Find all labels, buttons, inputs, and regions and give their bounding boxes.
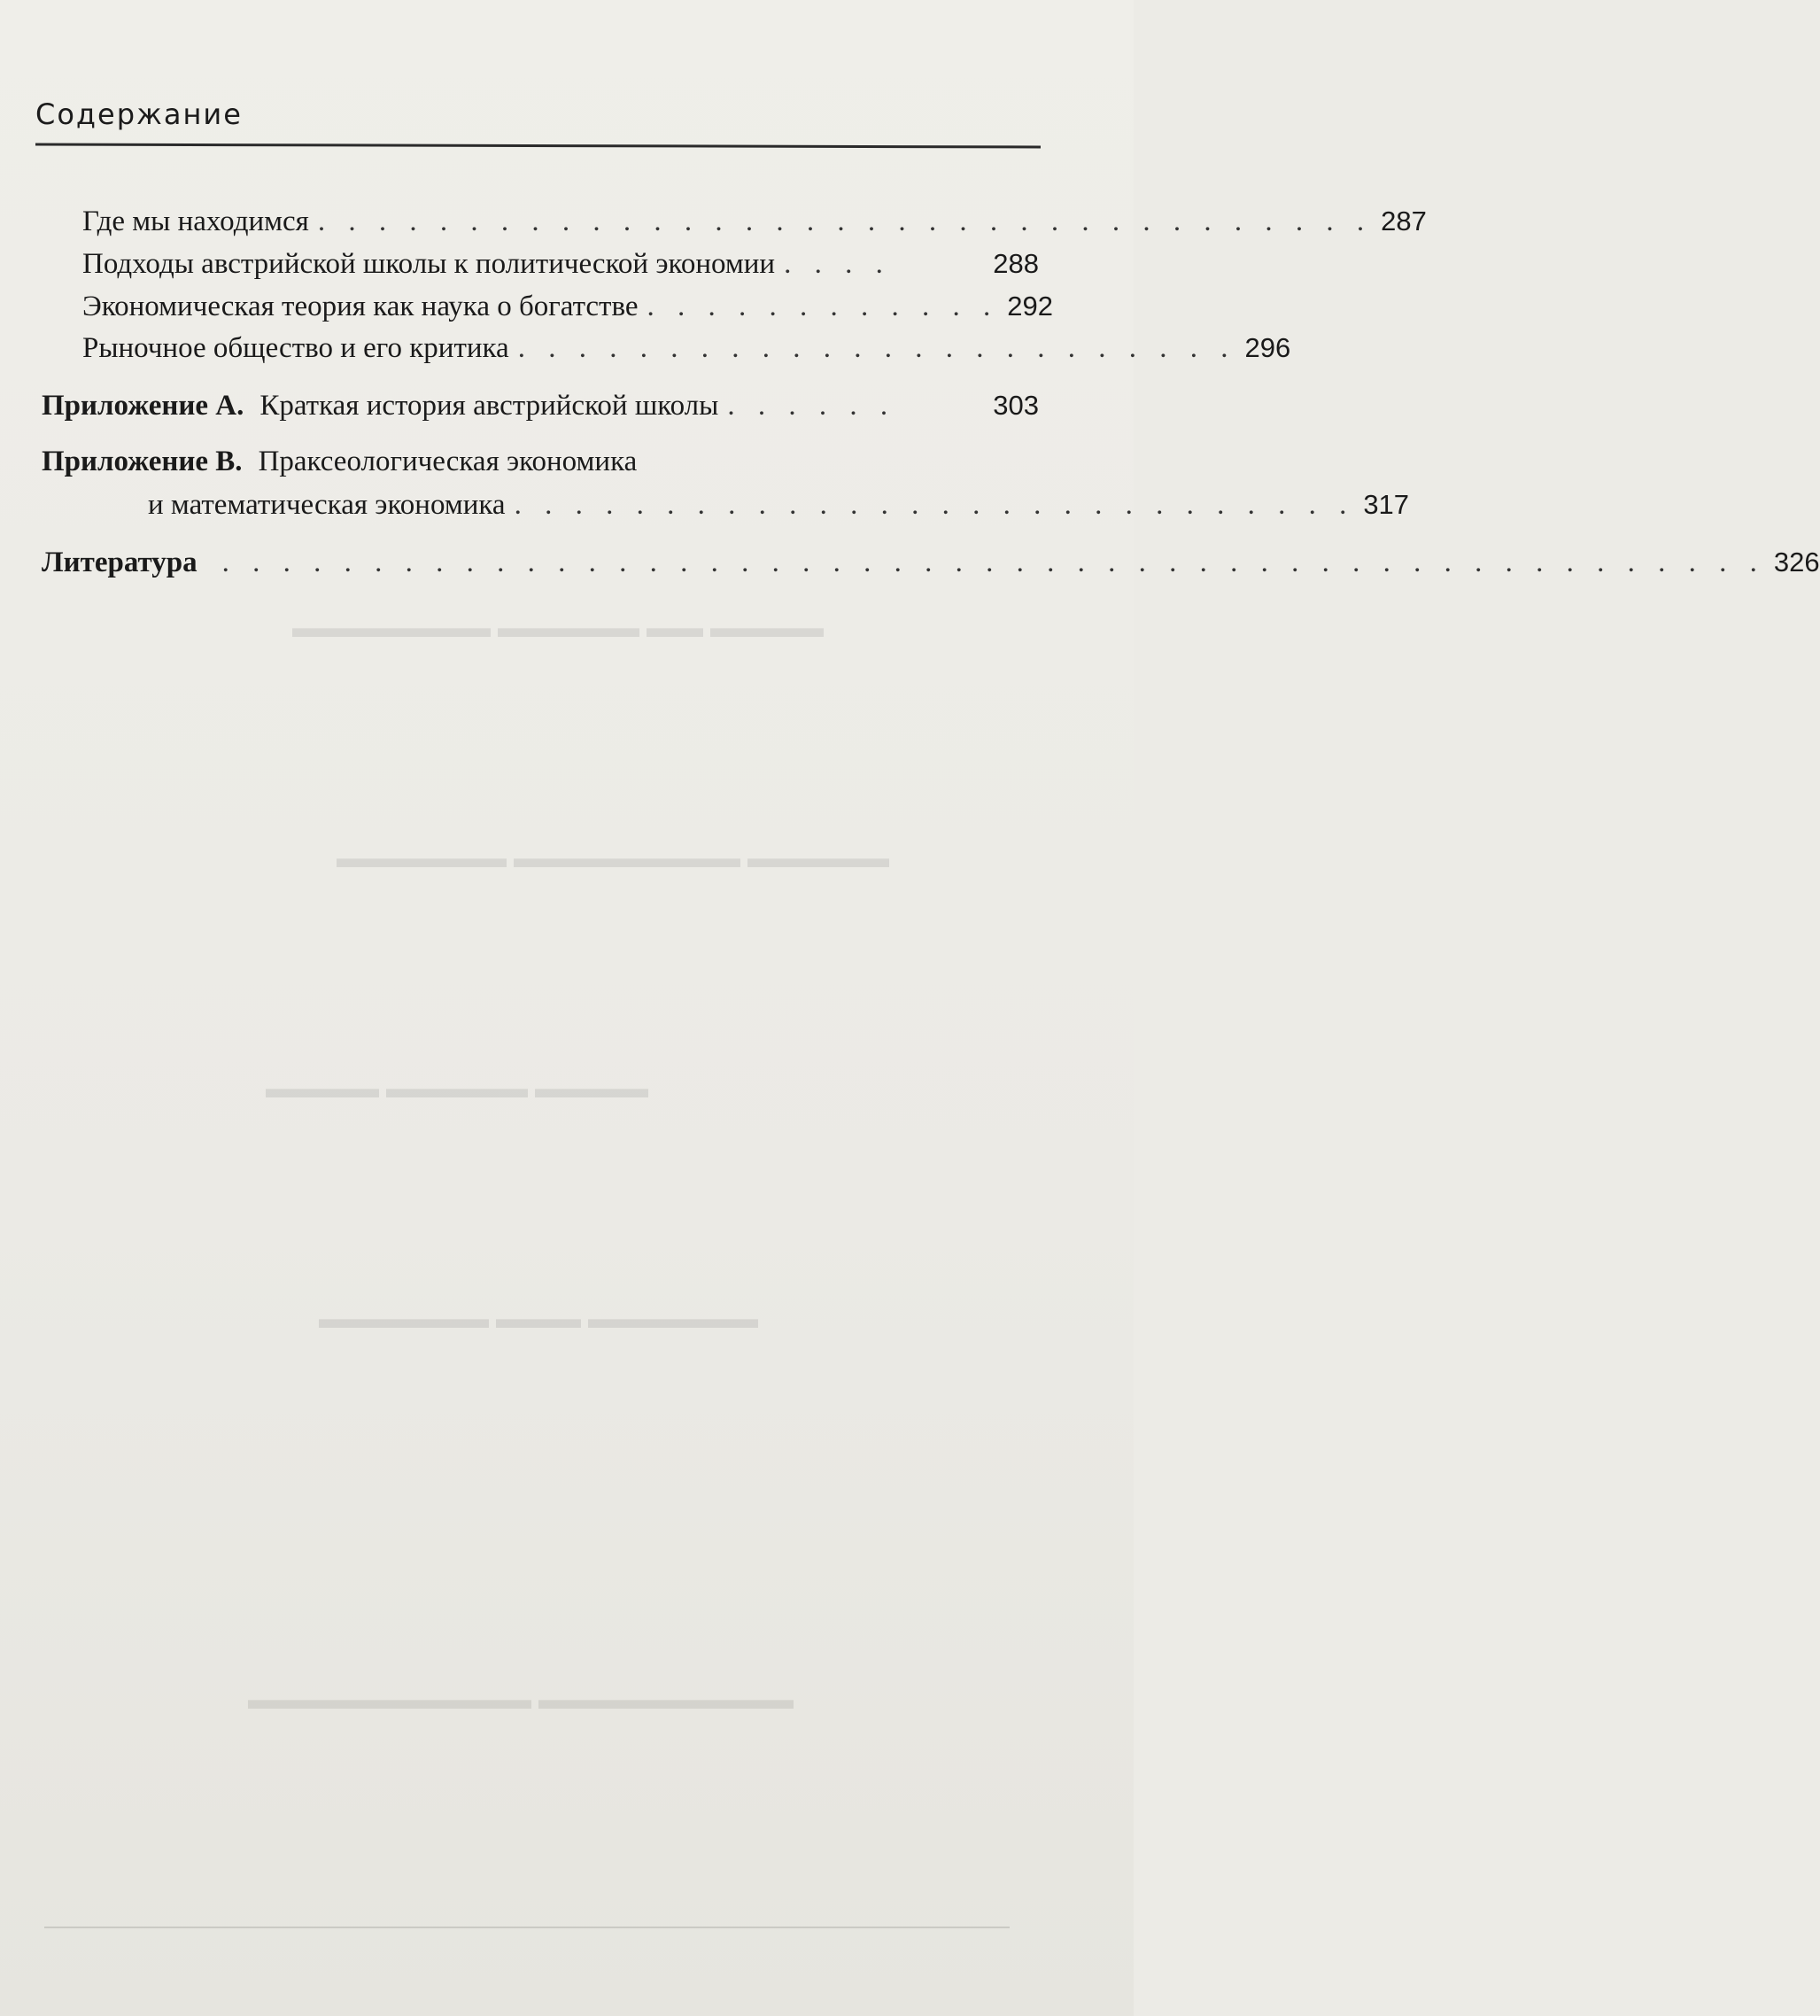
toc-appendix-a bbox=[42, 390, 1039, 423]
header-rule bbox=[35, 143, 1041, 149]
show-through-decoration: ▬▬▬▬▬▬ ▬▬▬ ▬▬▬▬▬▬ bbox=[319, 1302, 758, 1334]
toc-leader-dots: . . . . . . bbox=[727, 390, 896, 422]
appendix-a-label: Краткая история австрийской школы bbox=[259, 390, 719, 422]
toc-entry bbox=[82, 291, 1053, 323]
appendix-b-prefix: Приложение В. bbox=[42, 446, 243, 477]
toc-page-number: 296 bbox=[1244, 332, 1291, 363]
toc-entry bbox=[82, 205, 1427, 238]
toc-appendix-b bbox=[42, 446, 1039, 478]
show-through-decoration: ▬▬▬▬▬▬▬▬▬ ▬▬▬▬▬▬▬▬▬▬ bbox=[248, 1683, 794, 1715]
toc-entry-label: Где мы находимся bbox=[82, 205, 309, 237]
bottom-show-through-rule bbox=[44, 1927, 1010, 1928]
toc-leader-dots: . . . . . . . . . . . . bbox=[647, 291, 999, 322]
toc-literature bbox=[42, 547, 1820, 579]
toc-page-number: 288 bbox=[993, 248, 1039, 279]
toc-entry bbox=[82, 332, 1291, 365]
toc-page-number: 292 bbox=[1007, 291, 1053, 322]
toc-entry-label: Рыночное общество и его критика bbox=[82, 332, 509, 364]
toc-entry-label: Экономическая теория как наука о богатстве bbox=[82, 291, 639, 322]
appendix-b-label-line2: и математическая экономика bbox=[148, 489, 506, 521]
show-through-decoration: ▬▬▬▬ ▬▬ ▬▬▬▬▬ ▬▬▬▬▬▬▬ bbox=[292, 611, 824, 643]
appendix-a-prefix: Приложение А. bbox=[42, 390, 244, 422]
toc-appendix-b-continuation bbox=[148, 489, 1410, 522]
toc-page-number: 326 bbox=[1773, 547, 1820, 578]
toc-leader-dots: . . . . . . . . . . . . . . . . . . . . . . . . . . . . . . . . . . . . . . . . . . . . . . . . . . . bbox=[221, 547, 1765, 578]
toc-leader-dots: . . . . . . . . . . . . . . . . . . . . . . . . . . . . bbox=[514, 489, 1355, 521]
toc-entry-label: Подходы австрийской школы к политической экономии bbox=[82, 248, 776, 280]
show-through-decoration: ▬▬▬▬ ▬▬▬▬▬ ▬▬▬▬ bbox=[266, 1072, 648, 1104]
show-through-decoration: ▬▬▬▬▬ ▬▬▬▬▬▬▬▬ ▬▬▬▬▬▬ bbox=[337, 841, 889, 873]
toc-page-number: 303 bbox=[993, 390, 1039, 421]
toc-entry bbox=[82, 248, 1039, 281]
toc-page-number: 287 bbox=[1381, 205, 1427, 236]
toc-page-number: 317 bbox=[1363, 489, 1410, 520]
toc-leader-dots: . . . . . . . . . . . . . . . . . . . . . . . . . . . . . . . . . . . bbox=[317, 205, 1373, 237]
running-header: Содержание bbox=[35, 97, 243, 131]
toc-leader-dots: . . . . bbox=[784, 248, 891, 280]
literature-label: Литература bbox=[42, 547, 197, 578]
appendix-b-label-line1: Праксеологическая экономика bbox=[258, 446, 638, 477]
toc-leader-dots: . . . . . . . . . . . . . . . . . . . . . . . . bbox=[517, 332, 1236, 364]
